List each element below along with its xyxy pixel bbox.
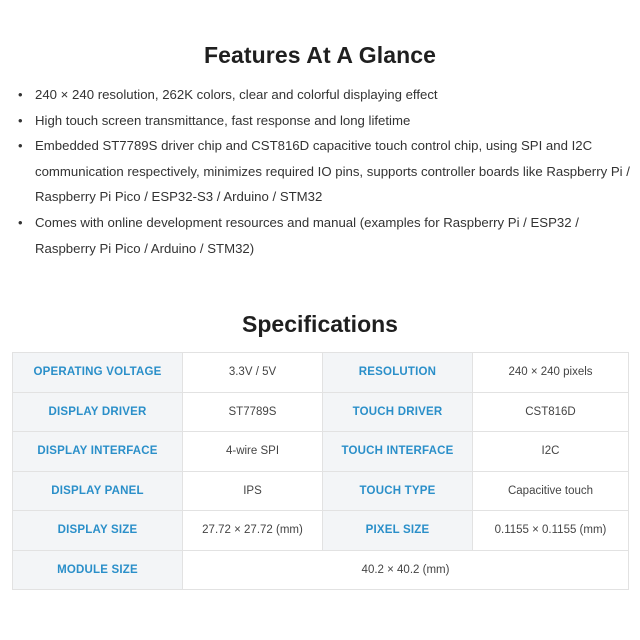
table-row xyxy=(13,550,629,590)
spec-label: MODULE SIZE xyxy=(13,550,183,590)
spec-label: PIXEL SIZE xyxy=(323,511,473,551)
specifications-title: Specifications xyxy=(242,311,398,337)
table-row xyxy=(13,353,629,393)
table-row xyxy=(13,511,629,551)
spec-label: DISPLAY INTERFACE xyxy=(13,432,183,472)
spec-value: IPS xyxy=(183,471,323,511)
spec-value: 4-wire SPI xyxy=(183,432,323,472)
spec-value: 3.3V / 5V xyxy=(183,353,323,393)
spec-value: Capacitive touch xyxy=(473,471,629,511)
features-title: Features At A Glance xyxy=(203,42,437,68)
spec-label: DISPLAY PANEL xyxy=(13,471,183,511)
feature-item xyxy=(14,133,630,210)
spec-value: CST816D xyxy=(473,392,629,432)
bullet-icon: • xyxy=(18,87,23,102)
feature-item xyxy=(14,108,630,134)
spec-value: 0.1155 × 0.1155 (mm) xyxy=(473,511,629,551)
feature-item xyxy=(14,82,630,108)
specifications-table xyxy=(12,352,629,590)
bullet-icon: • xyxy=(18,214,23,230)
table-row xyxy=(13,392,629,432)
spec-label: TOUCH DRIVER xyxy=(323,392,473,432)
bullet-icon: • xyxy=(18,112,23,128)
table-row xyxy=(13,432,629,472)
spec-value: ST7789S xyxy=(183,392,323,432)
feature-text: 240 × 240 resolution, 262K colors, clear and colorful displaying effect xyxy=(35,87,438,102)
spec-label: TOUCH TYPE xyxy=(323,471,473,511)
spec-label: RESOLUTION xyxy=(323,353,473,393)
spec-label: TOUCH INTERFACE xyxy=(323,432,473,472)
spec-value: 40.2 × 40.2 (mm) xyxy=(183,550,629,590)
feature-text: Embedded ST7789S driver chip and CST816D capacitive touch control chip, using SPI and I2C communication respectively, minimizes required IO pins, supports controller boards like Raspberry Pi / Raspberry Pi Pico / ESP32-S3 / Arduino / STM32 xyxy=(35,138,630,205)
spec-value: I2C xyxy=(473,432,629,472)
spec-label: DISPLAY SIZE xyxy=(13,511,183,551)
spec-label: OPERATING VOLTAGE xyxy=(13,353,183,393)
table-row xyxy=(13,471,629,511)
feature-item xyxy=(14,210,630,261)
spec-label: DISPLAY DRIVER xyxy=(13,392,183,432)
bullet-icon: • xyxy=(18,138,23,154)
spec-value: 27.72 × 27.72 (mm) xyxy=(183,511,323,551)
feature-text: Comes with online development resources and manual (examples for Raspberry Pi / ESP32 / Raspberry Pi Pico / Arduino / STM32) xyxy=(35,214,579,256)
feature-text: High touch screen transmittance, fast response and long lifetime xyxy=(35,112,411,128)
spec-value: 240 × 240 pixels xyxy=(473,353,629,393)
features-list xyxy=(14,82,630,261)
